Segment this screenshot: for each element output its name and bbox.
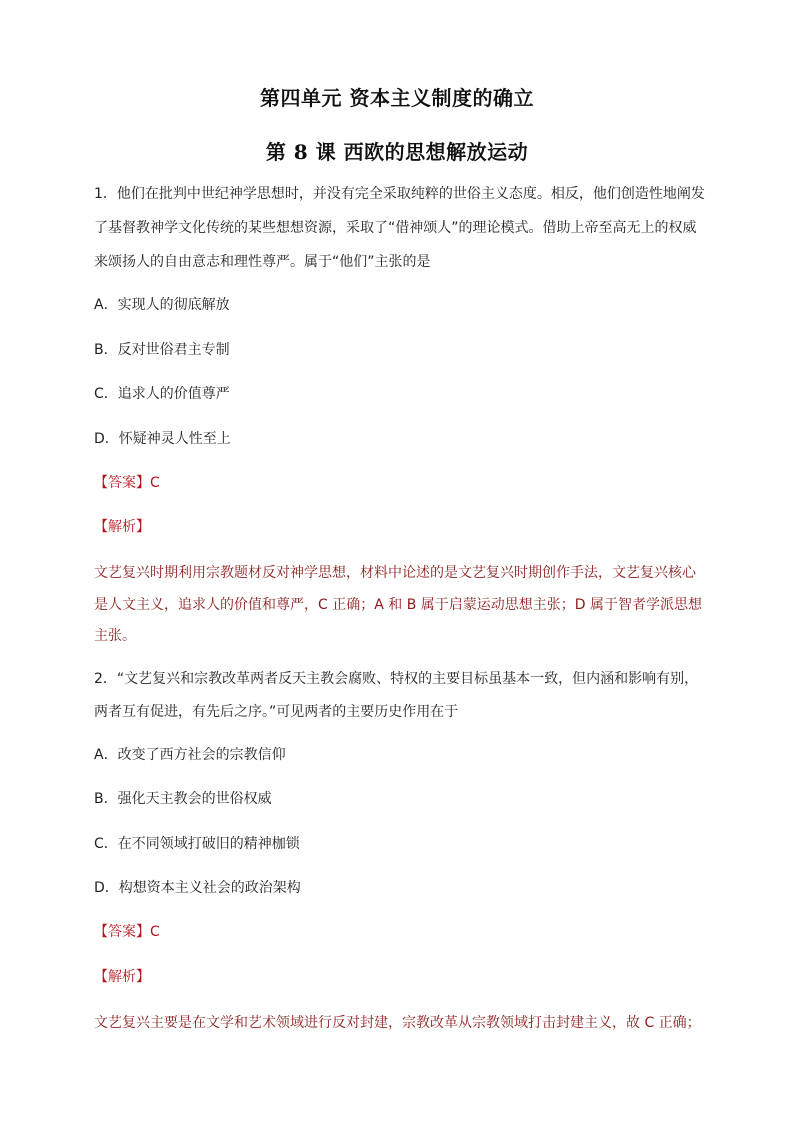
q1-answer: 【答案】C [94,475,160,491]
q2-option-c: C．在不同领域打破旧的精神枷锁 [94,836,300,852]
q1-analysis-line-3: 主张。 [94,628,136,644]
q1-stem-line-1: 1．他们在批判中世纪神学思想时，并没有完全采取纯粹的世俗主义态度。相反，他们创造性地阐发 [94,186,705,202]
q2-analysis-line-1: 文艺复兴主要是在文学和艺术领域进行反对封建，宗教改革从宗教领域打击封建主义，故 C 正确； [94,1015,701,1031]
unit-title: 第四单元 资本主义制度的确立 [260,86,534,110]
q1-option-c: C．追求人的价值尊严 [94,386,230,402]
q1-analysis-label: 【解析】 [94,519,150,535]
q1-stem-line-2: 了基督教神学文化传统的某些想想资源，采取了“借神颂人”的理论模式。借助上帝至高无上的权威 [94,220,697,236]
q1-analysis-line-2: 是人文主义，追求人的价值和尊严，C 正确；A 和 B 属于启蒙运动思想主张；D 属于智者学派思想 [94,597,702,613]
q1-option-d: D．怀疑神灵人性至上 [94,431,231,447]
q2-option-a: A．改变了西方社会的宗教信仰 [94,747,286,763]
q2-stem-line-2: 两者互有促进，有先后之序。”可见两者的主要历史作用在于 [94,704,459,720]
lesson-title: 第 8 课 西欧的思想解放运动 [265,140,529,164]
q1-option-b: B．反对世俗君主专制 [94,342,230,358]
q2-answer: 【答案】C [94,924,160,940]
q1-stem-line-3: 来颂扬人的自由意志和理性尊严。属于“他们”主张的是 [94,254,431,270]
q2-option-d: D．构想资本主义社会的政治架构 [94,880,301,896]
q1-option-a: A．实现人的彻底解放 [94,297,230,313]
q2-stem-line-1: 2．“文艺复兴和宗教改革两者反天主教会腐败、特权的主要目标虽基本一致，但内涵和影响有别， [94,671,699,687]
q1-analysis-line-1: 文艺复兴时期利用宗教题材反对神学思想，材料中论述的是文艺复兴时期创作手法，文艺复兴核心 [94,565,696,581]
q2-analysis-label: 【解析】 [94,969,150,985]
q2-option-b: B．强化天主教会的世俗权威 [94,791,272,807]
